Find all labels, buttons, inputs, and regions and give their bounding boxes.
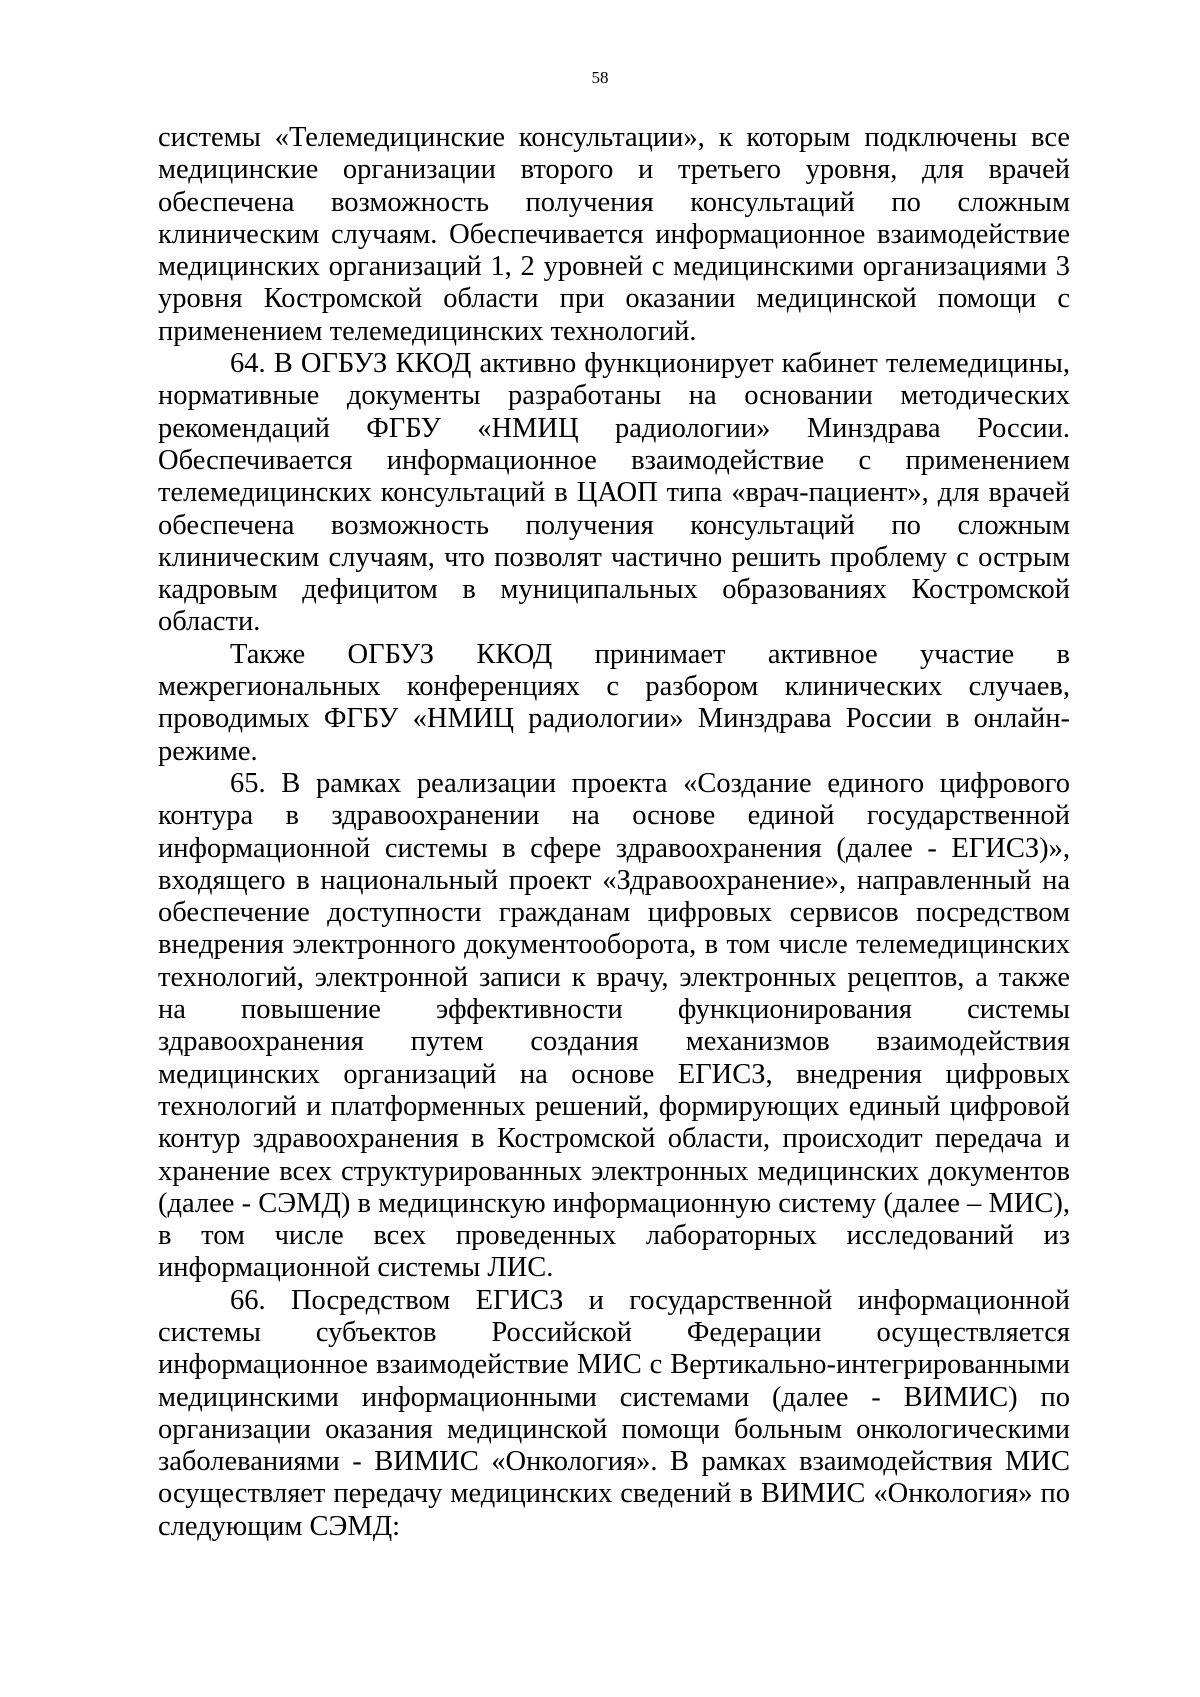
page-number: 58	[591, 68, 609, 87]
paragraph-also: Также ОГБУЗ ККОД принимает активное участие в межрегиональных конференциях с разбором клинических случаев, проводимых ФГБУ «НМИЦ радиологии» Минздрава России в онлайн-режиме.	[158, 638, 1070, 767]
paragraph-66: 66. Посредством ЕГИСЗ и государственной информационной системы субъектов Российской Федерации осуществляется информационное взаимодействие МИС с Вертикально-интегрированными медицинскими информационными системами (далее - ВИМИС) по организации оказания медицинской помощи больным онкологическими заболеваниями - ВИМИС «Онкология». В рамках взаимодействия МИС осуществляет передачу медицинских сведений в ВИМИС «Онкология» по следующим СЭМД:	[158, 1284, 1070, 1542]
paragraph-65: 65. В рамках реализации проекта «Создание единого цифрового контура в здравоохранении на основе единой государственной информационной системы в сфере здравоохранения (далее - ЕГИСЗ)», входящего в национальный проект «Здравоохранение», направленный на обеспечение доступности гражданам цифровых сервисов посредством внедрения электронного документооборота, в том числе телемедицинских технологий, электронной записи к врачу, электронных рецептов, а также на повышение эффективности функционирования системы здравоохранения путем создания механизмов взаимодействия медицинских организаций на основе ЕГИСЗ, внедрения цифровых технологий и платформенных решений, формирующих единый цифровой контур здравоохранения в Костромской области, происходит передача и хранение всех структурированных электронных медицинских документов (далее - СЭМД) в медицинскую информационную систему (далее – МИС), в том числе всех проведенных лабораторных исследований из информационной системы ЛИС.	[158, 767, 1070, 1284]
paragraph-64: 64. В ОГБУЗ ККОД активно функционирует кабинет телемедицины, нормативные документы разработаны на основании методических рекомендаций ФГБУ «НМИЦ радиологии» Минздрава России. Обеспечивается информационное взаимодействие с применением телемедицинских консультаций в ЦАОП типа «врач-пациент», для врачей обеспечена возможность получения консультаций по сложным клиническим случаям, что позволят частично решить проблему с острым кадровым дефицитом в муниципальных образованиях Костромской области.	[158, 348, 1070, 638]
document-body	[158, 122, 1070, 1543]
paragraph-continuation: системы «Телемедицинские консультации», к которым подключены все медицинские организации второго и третьего уровня, для врачей обеспечена возможность получения консультаций по сложным клиническим случаям. Обеспечивается информационное взаимодействие медицинских организаций 1, 2 уровней с медицинскими организациями 3 уровня Костромской области при оказании медицинской помощи с применением телемедицинских технологий.	[158, 122, 1070, 347]
